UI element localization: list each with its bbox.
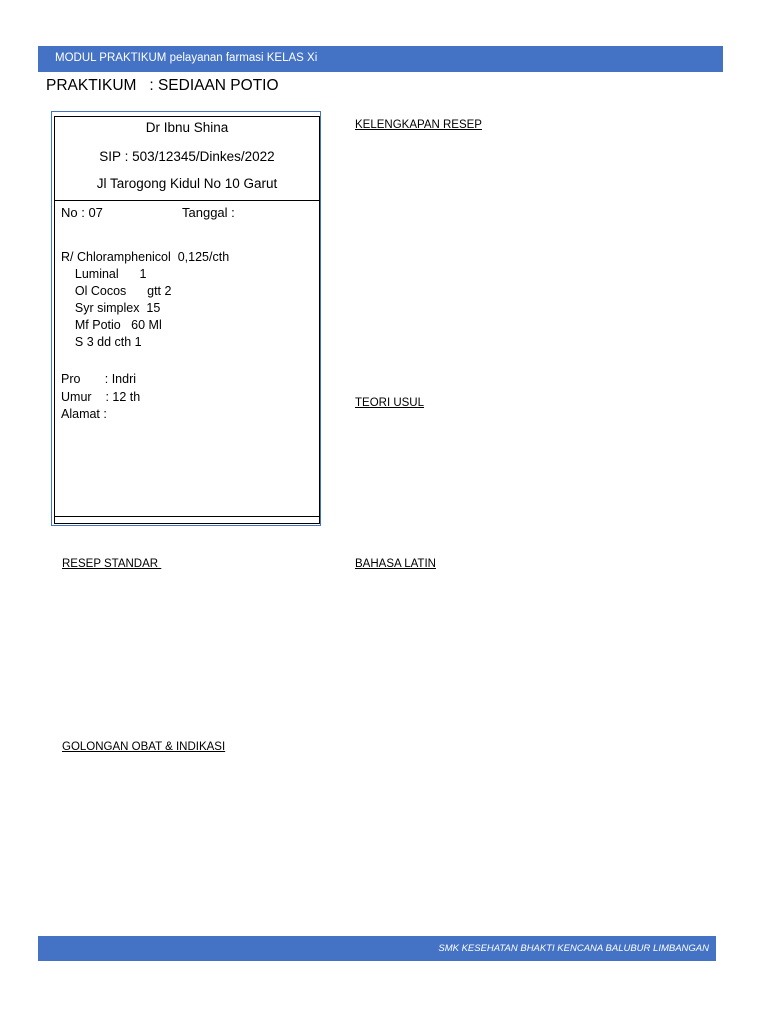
prescription-date-label: Tanggal : — [182, 205, 235, 220]
prescription-line: R/ Chloramphenicol 0,125/cth — [61, 250, 230, 264]
section-golongan-obat: GOLONGAN OBAT & INDIKASI — [62, 741, 226, 753]
page-title: PRAKTIKUM : SEDIAAN POTIO — [46, 77, 279, 94]
doctor-sip: SIP : 503/12345/Dinkes/2022 — [99, 149, 275, 164]
patient-address: Alamat : — [61, 407, 107, 421]
prescription-line: Syr simplex 15 — [61, 301, 161, 315]
patient-age: Umur : 12 th — [61, 389, 141, 404]
prescription-line: Luminal 1 — [61, 267, 147, 281]
section-kelengkapan-resep: KELENGKAPAN RESEP — [355, 119, 482, 131]
patient-name: Pro : Indri — [61, 372, 137, 386]
prescription-line: Ol Cocos gtt 2 — [61, 284, 172, 298]
patient-info — [61, 371, 140, 424]
doctor-name: Dr Ibnu Shina — [145, 120, 229, 135]
module-title: MODUL PRAKTIKUM pelayanan farmasi KELAS Xi — [55, 52, 318, 64]
prescription-header — [55, 117, 319, 201]
prescription-line: S 3 dd cth 1 — [61, 335, 142, 349]
section-bahasa-latin: BAHASA LATIN — [355, 558, 436, 570]
prescription-number: No : 07 — [61, 205, 103, 220]
module-header-bar — [38, 46, 723, 72]
prescription-bottom-strip — [55, 516, 319, 523]
footer-school-name: SMK KESEHATAN BHAKTI KENCANA BALUBUR LIMBANGAN — [438, 943, 709, 954]
section-teori-usul: TEORI USUL — [355, 397, 425, 409]
doctor-address: Jl Tarogong Kidul No 10 Garut — [96, 176, 278, 191]
prescription-line: Mf Potio 60 Ml — [61, 318, 162, 332]
prescription-body — [61, 249, 229, 351]
prescription-card — [54, 116, 320, 524]
footer-bar — [38, 936, 716, 961]
section-resep-standar: RESEP STANDAR — [62, 558, 162, 570]
